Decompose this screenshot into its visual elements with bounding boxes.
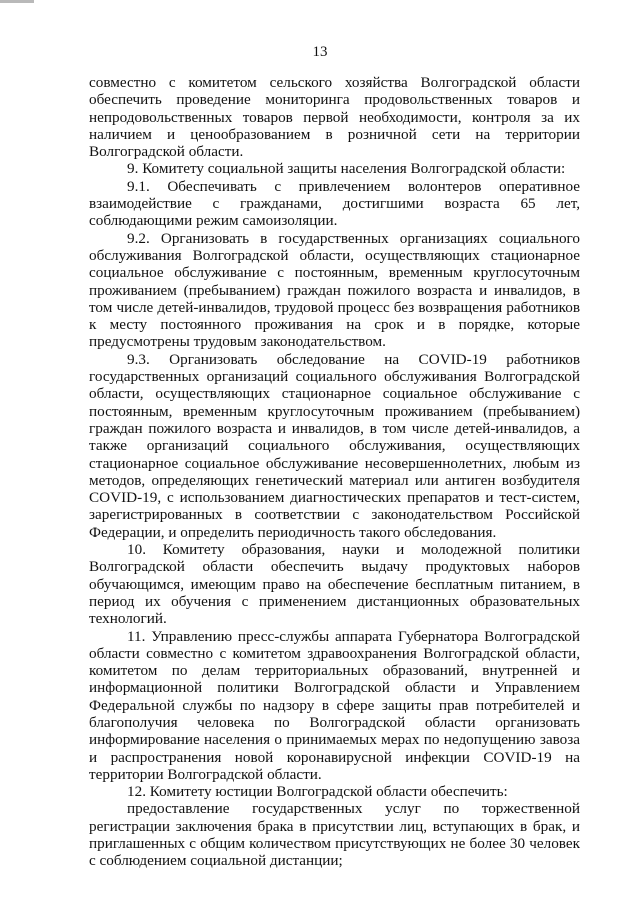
paragraph-10: 10. Комитету образования, науки и молодежной политики Волгоградской области обеспечить выдачу продуктовых наборов обучающимся, имеющим право на обеспечение бесплатным питанием, в период их обучения с применением дистанционных образовательных технологий. <box>89 541 580 628</box>
document-body <box>89 74 580 870</box>
paragraph-9-1: 9.1. Обеспечивать с привлечением волонтеров оперативное взаимодействие с гражданами, достигшими возраста 65 лет, соблюдающими режим самоизоляции. <box>89 177 580 230</box>
paragraph-continuation: совместно с комитетом сельского хозяйства Волгоградской области обеспечить проведение мониторинга продовольственных товаров и непродовольственных товаров первой необходимости, контроля за их наличием и ценообразованием в розничной сети на территории Волгоградской области. <box>89 74 580 161</box>
scan-edge-mark <box>0 0 34 3</box>
paragraph-12-item: предоставление государственных услуг по торжественной регистрации заключения брака в присутствии лиц, вступающих в брак, и приглашенных с общим количеством присутствующих не более 30 человек с соблюдением социальной дистанции; <box>89 800 580 870</box>
paragraph-9-3: 9.3. Организовать обследование на COVID-19 работников государственных организаций социального обслуживания Волгоградской области, осуществляющих стационарное социальное обслуживание с постоянным, временным круглосуточным проживанием (пребыванием) граждан пожилого возраста и инвалидов, в том числе детей-инвалидов, а также организаций социального обслуживания, осуществляющих стационарное социальное обслуживание несовершеннолетних, любым из методов, определяющих генетический материал или антиген возбудителя COVID-19, с использованием диагностических препаратов и тест-систем, зарегистрированных в соответствии с законодательством Российской Федерации, и определить периодичность такого обследования. <box>89 350 580 541</box>
paragraph-11: 11. Управлению пресс-службы аппарата Губернатора Волгоградской области совместно с комитетом здравоохранения Волгоградской области, комитетом по делам территориальных образований, внутренней и информационной политики Волгоградской области и Управлением Федеральной службы по надзору в сфере защиты прав потребителей и благополучия человека по Волгоградской области организовать информирование населения о принимаемых мерах по недопущению завоза и распространения новой коронавирусной инфекции COVID-19 на территории Волгоградской области. <box>89 627 580 783</box>
page-number: 13 <box>312 44 328 60</box>
paragraph-9-2: 9.2. Организовать в государственных организациях социального обслуживания Волгоградской области, осуществляющих стационарное социальное обслуживание с постоянным, временным круглосуточным проживанием (пребыванием) граждан пожилого возраста и инвалидов, в том числе детей-инвалидов, трудовой процесс без возвращения работников к месту постоянного проживания на срок и в порядке, которые предусмотрены трудовым законодательством. <box>89 229 580 351</box>
paragraph-12: 12. Комитету юстиции Волгоградской области обеспечить: <box>127 783 508 801</box>
paragraph-9: 9. Комитету социальной защиты населения Волгоградской области: <box>127 160 566 178</box>
